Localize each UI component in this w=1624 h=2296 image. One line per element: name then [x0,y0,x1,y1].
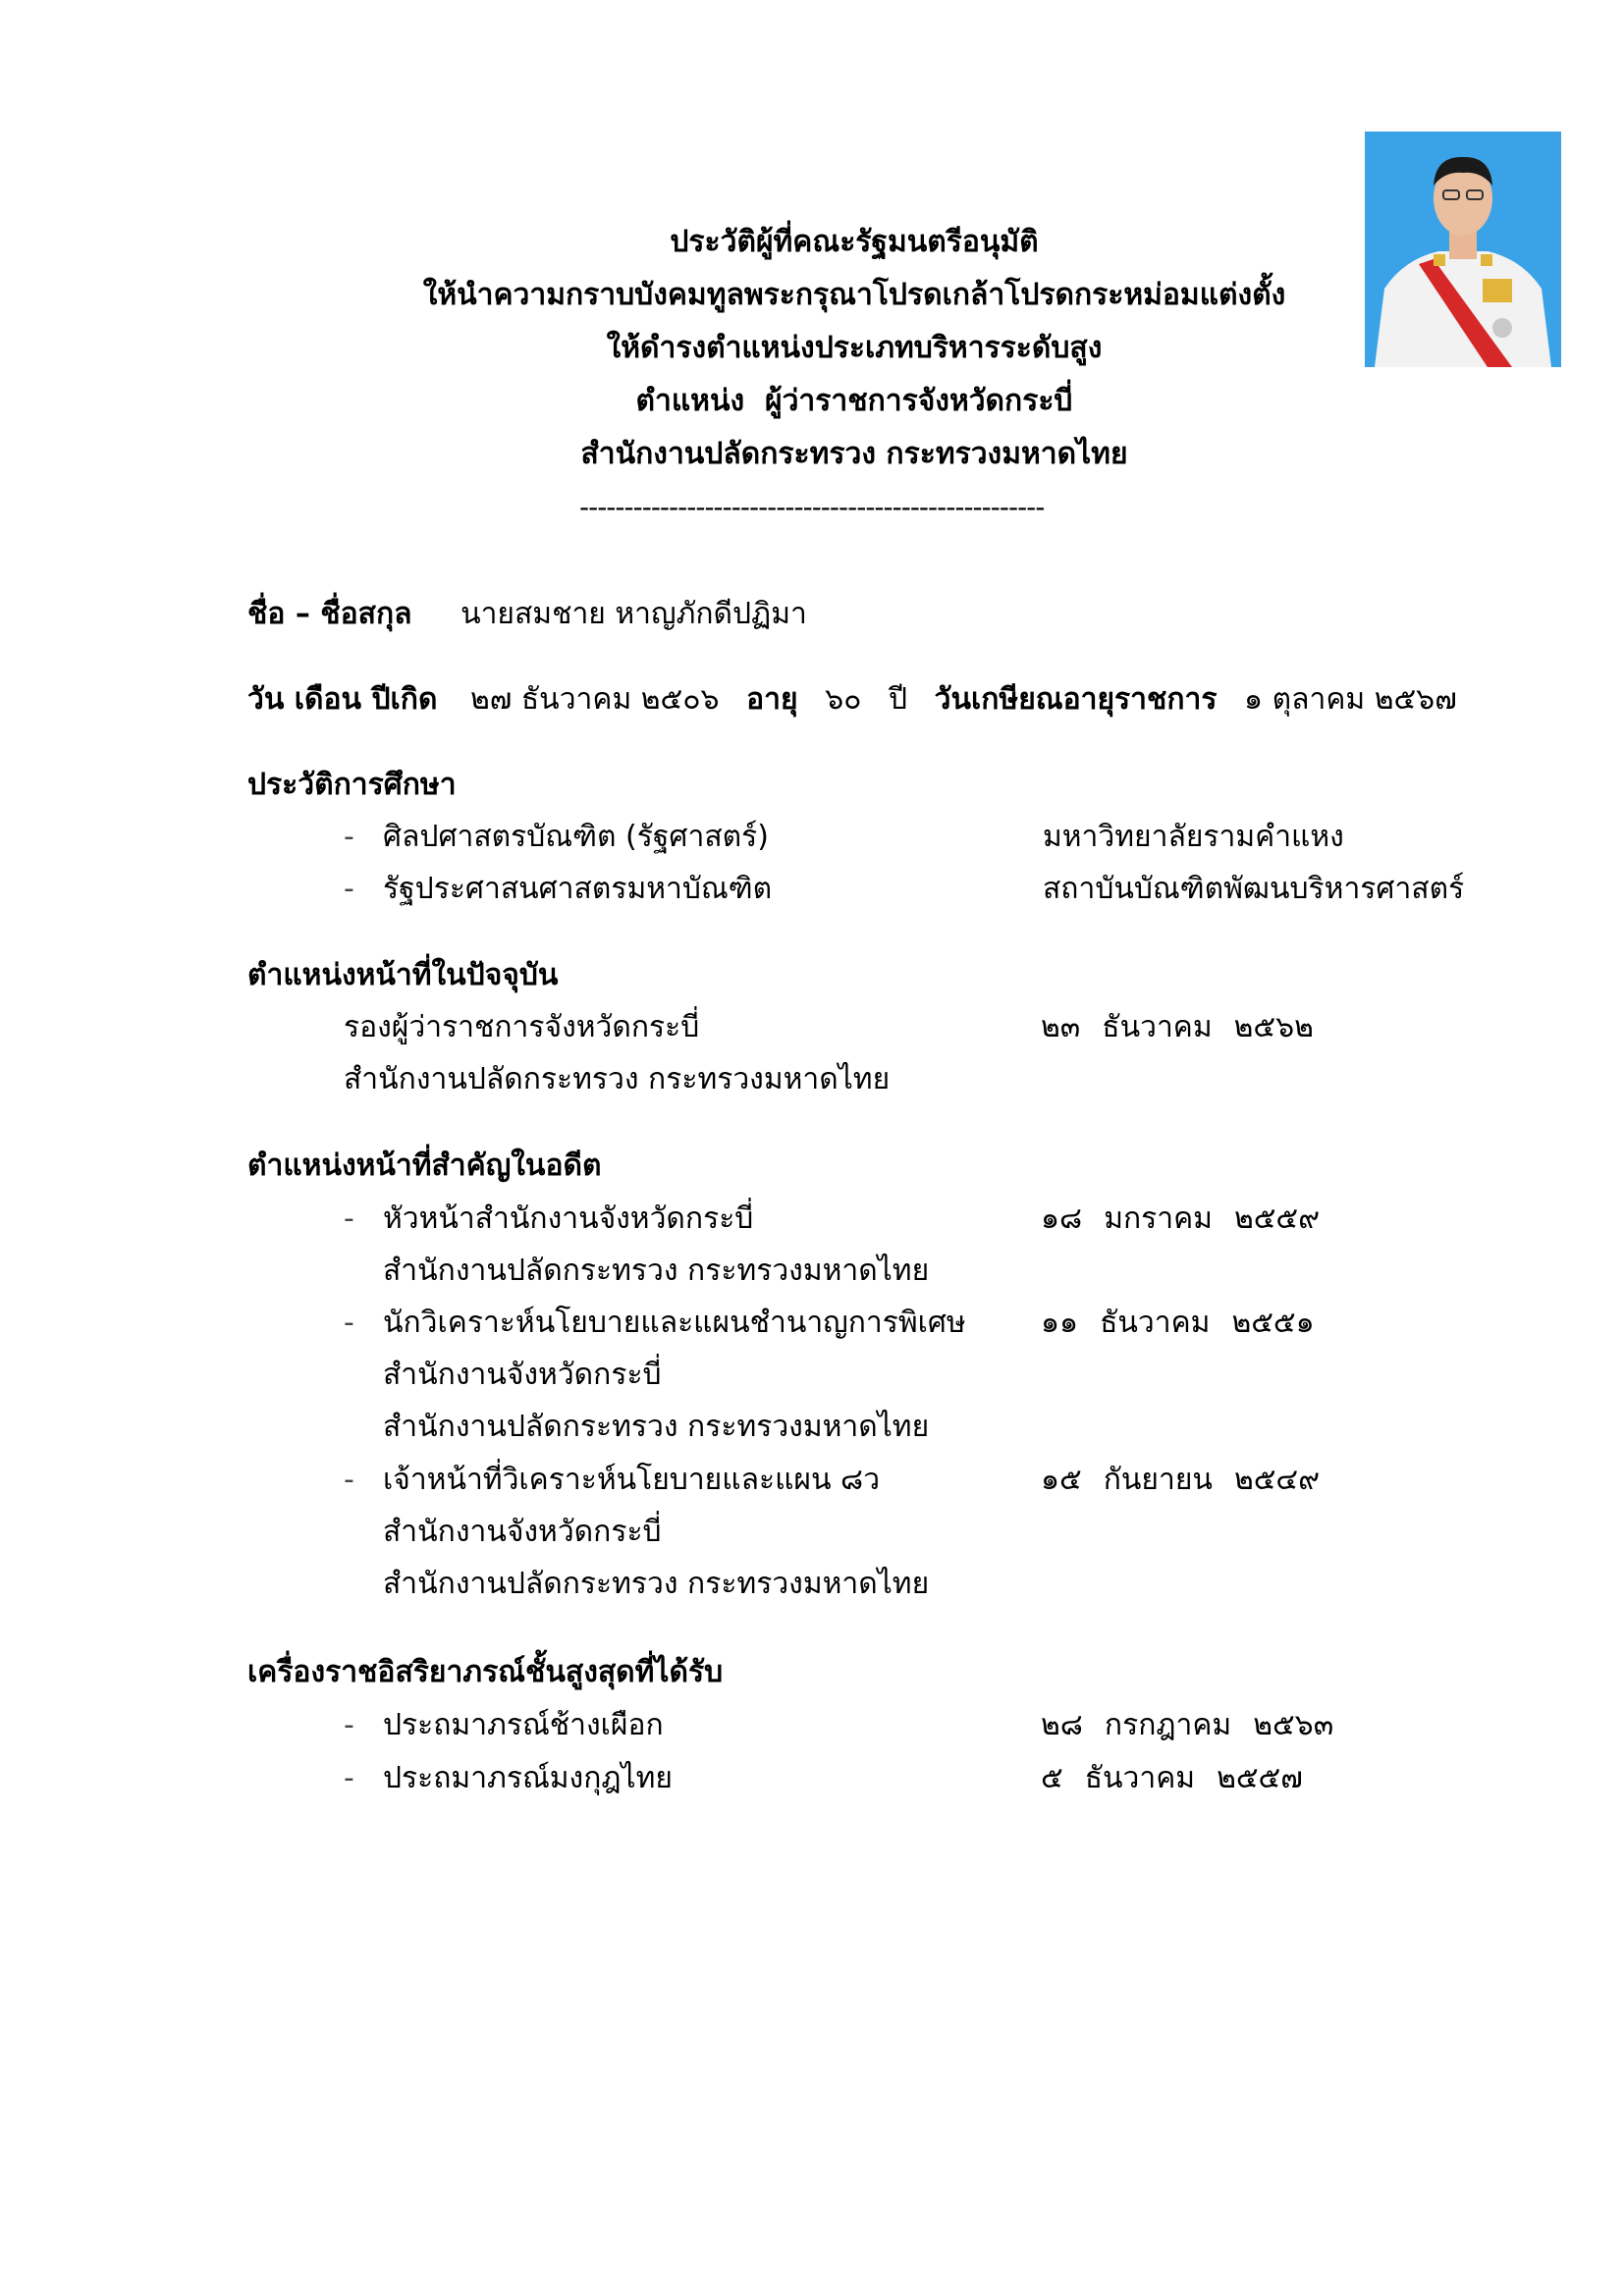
list-marker: - [344,1306,354,1340]
past-heading: ตำแหน่งหน้าที่สำคัญในอดีต [247,1148,602,1183]
education-institution: มหาวิทยาลัยรามคำแหง [1043,820,1344,854]
education-degree: รัฐประศาสนศาสตรมหาบัณฑิต [383,872,773,906]
date-day: ๒๘ [1041,1708,1083,1742]
past-position: หัวหน้าสำนักงานจังหวัดกระบี่ [383,1201,754,1236]
name-value: นายสมชาย หาญภักดีปฏิมา [460,597,807,631]
age-value: ๖๐ [825,682,862,717]
decorations-heading: เครื่องราชอิสริยาภรณ์ชั้นสูงสุดที่ได้รับ [247,1655,724,1689]
position-title: ผู้ว่าราชการจังหวัดกระบี่ [765,384,1073,418]
date-year: ๒๕๔๙ [1233,1463,1321,1497]
date-month: ธันวาคม [1102,1010,1213,1044]
position-label: ตำแหน่ง [635,384,745,418]
date-day: ๕ [1041,1761,1063,1795]
header-line-3: ให้ดำรงตำแหน่งประเภทบริหารระดับสูง [606,331,1103,365]
date-day: ๑๑ [1041,1306,1079,1340]
name-label: ชื่อ – ชื่อสกุล [247,597,412,631]
past-org: สำนักงานปลัดกระทรวง กระทรวงมหาดไทย [383,1254,930,1288]
decoration-name: ประถมาภรณ์มงกุฎไทย [383,1761,673,1795]
date-month: กันยายน [1103,1463,1213,1497]
past-date [1041,1304,1315,1343]
list-marker: - [344,1708,354,1742]
list-marker: - [344,1463,354,1497]
date-year: ๒๕๕๙ [1233,1201,1321,1236]
header-line-2: ให้นำความกราบบังคมทูลพระกรุณาโปรดเกล้าโปรดกระหม่อมแต่งตั้ง [422,278,1286,312]
past-date [1041,1461,1320,1500]
date-month: ธันวาคม [1100,1306,1211,1340]
list-marker: - [344,872,354,906]
current-date [1041,1008,1314,1047]
current-org: สำนักงานปลัดกระทรวง กระทรวงมหาดไทย [344,1062,891,1096]
header-line-5: สำนักงานปลัดกระทรวง กระทรวงมหาดไทย [580,437,1128,471]
birth-label: วัน เดือน ปีเกิด [247,682,438,717]
past-position: นักวิเคราะห์นโยบายและแผนชำนาญการพิเศษ [383,1306,966,1340]
date-year: ๒๕๕๑ [1231,1306,1315,1340]
date-day: ๒๓ [1041,1010,1081,1044]
birth-date: ๒๗ ธันวาคม ๒๕๐๖ [470,682,720,717]
past-date [1041,1200,1320,1239]
name-row [247,595,807,634]
date-year: ๒๕๖๓ [1253,1708,1334,1742]
education-degree: ศิลปศาสตรบัณฑิต (รัฐศาสตร์) [383,820,769,854]
list-marker: - [344,1201,354,1236]
past-office: สำนักงานจังหวัดกระบี่ [383,1515,662,1549]
date-day: ๑๕ [1041,1463,1082,1497]
decoration-date [1041,1759,1303,1798]
age-label: อายุ [746,682,798,717]
header-line-1: ประวัติผู้ที่คณะรัฐมนตรีอนุมัติ [670,225,1039,259]
education-heading: ประวัติการศึกษา [247,768,457,802]
birth-row [247,680,1457,720]
past-org: สำนักงานปลัดกระทรวง กระทรวงมหาดไทย [383,1567,930,1601]
date-day: ๑๘ [1041,1201,1083,1236]
header-separator: ---------------------------------------------------- [579,491,1045,523]
list-marker: - [344,820,354,854]
date-year: ๒๕๕๗ [1217,1761,1303,1795]
document-header [0,216,1624,481]
education-institution: สถาบันบัณฑิตพัฒนบริหารศาสตร์ [1043,872,1465,906]
past-office: สำนักงานจังหวัดกระบี่ [383,1358,662,1392]
age-unit: ปี [889,682,908,717]
date-month: มกราคม [1104,1201,1213,1236]
past-org: สำนักงานปลัดกระทรวง กระทรวงมหาดไทย [383,1410,930,1444]
current-heading: ตำแหน่งหน้าที่ในปัจจุบัน [247,958,559,992]
past-position: เจ้าหน้าที่วิเคราะห์นโยบายและแผน ๘ว [383,1463,881,1497]
date-month: ธันวาคม [1084,1761,1196,1795]
date-year: ๒๕๖๒ [1233,1010,1314,1044]
list-marker: - [344,1761,354,1795]
retire-date: ๑ ตุลาคม ๒๕๖๗ [1244,682,1457,717]
date-month: กรกฎาคม [1104,1708,1232,1742]
decoration-name: ประถมาภรณ์ช้างเผือก [383,1708,664,1742]
retire-label: วันเกษียณอายุราชการ [934,682,1218,717]
current-position: รองผู้ว่าราชการจังหวัดกระบี่ [344,1010,700,1044]
decoration-date [1041,1706,1333,1745]
header-line-4 [0,375,1624,428]
